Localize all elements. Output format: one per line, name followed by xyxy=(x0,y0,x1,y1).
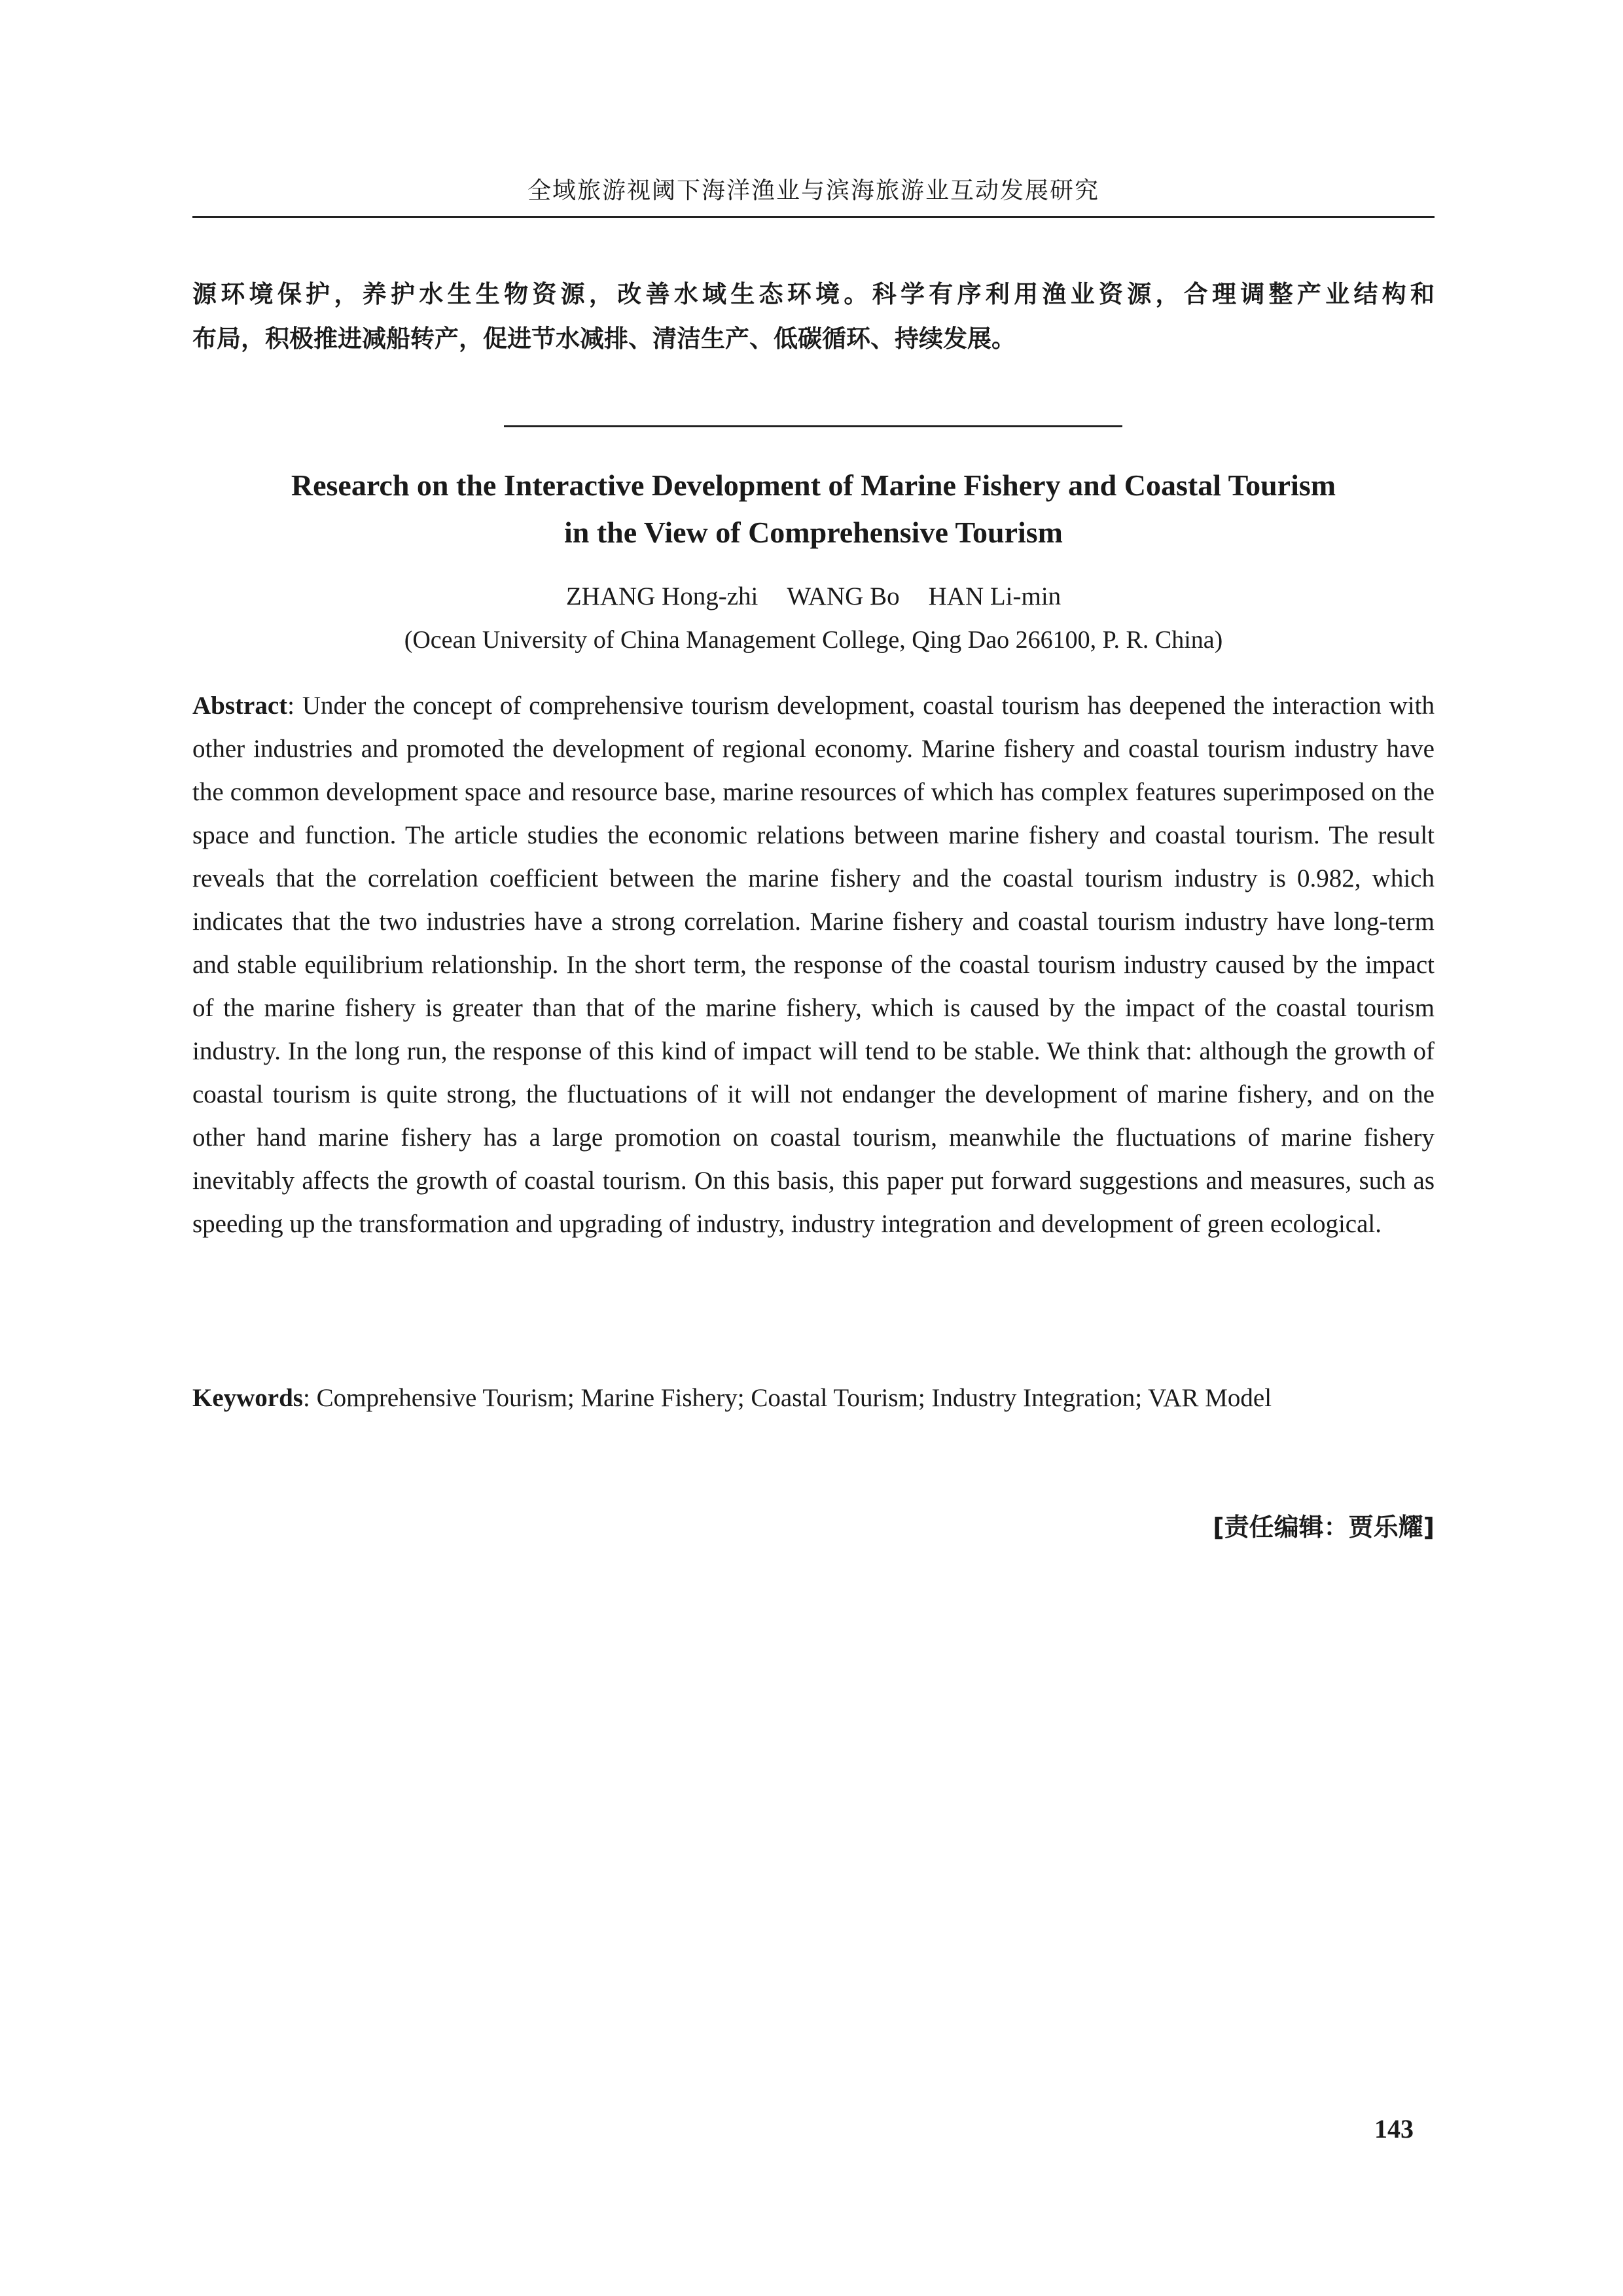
abstract xyxy=(192,684,1435,1246)
author-list xyxy=(192,577,1435,616)
section-separator xyxy=(504,425,1122,427)
chinese-paragraph-line: 源环境保护，养护水生生物资源，改善水域生态环境。科学有序利用渔业资源，合理调整产业结构和 xyxy=(192,279,1435,308)
author-name: ZHANG Hong-zhi xyxy=(565,582,758,610)
responsible-editor: [责任编辑：贾乐耀] xyxy=(1213,1513,1435,1542)
author-name: WANG Bo xyxy=(787,582,900,610)
affiliation: (Ocean University of China Management College, Qing Dao 266100, P. R. China) xyxy=(404,626,1223,654)
author-name: HAN Li-min xyxy=(928,582,1061,610)
abstract-separator: : xyxy=(287,692,302,720)
chinese-paragraph-line: 布局，积极推进减船转产，促进节水减排、清洁生产、低碳循环、持续发展。 xyxy=(192,324,1016,353)
paper-title-line: Research on the Interactive Development of Marine Fishery and Coastal Tourism xyxy=(291,468,1336,502)
page-number: 143 xyxy=(1374,2114,1414,2144)
keywords-label: Keywords xyxy=(192,1384,303,1412)
chinese-paragraph xyxy=(192,272,1435,361)
paper-title-line: in the View of Comprehensive Tourism xyxy=(563,516,1063,549)
keywords xyxy=(192,1377,1435,1420)
paper-title xyxy=(192,462,1435,556)
keywords-text: Comprehensive Tourism; Marine Fishery; Coastal Tourism; Industry Integration; VAR Model xyxy=(316,1384,1272,1412)
header-rule xyxy=(192,216,1435,218)
keywords-separator: : xyxy=(303,1384,317,1412)
abstract-text: Under the concept of comprehensive tourism development, coastal tourism has deepened the interaction with other industries and promoted the development of regional economy. Marine fishery and coastal tourism industry have the common development space and resource base, marine resources of which has complex features superimposed on the space and function. The article studies the economic relations between marine fishery and coastal tourism. The result reveals that the correlation coefficient between the marine fishery and the coastal tourism industry is 0.982, which indicates that the two industries have a strong correlation. Marine fishery and coastal tourism industry have long-term and stable equilibrium relationship. In the short term, the response of the coastal tourism industry caused by the impact of the marine fishery is greater than that of the marine fishery, which is caused by the impact of the coastal tourism industry. In the long run, the response of this kind of impact will tend to be stable. We think that: although the growth of coastal tourism is quite strong, the fluctuations of it will not endanger the development of marine fishery, and on the other hand marine fishery has a large promotion on coastal tourism, meanwhile the fluctuations of marine fishery inevitably affects the growth of coastal tourism. On this basis, this paper put forward suggestions and measures, such as speeding up the transformation and upgrading of industry, industry integration and development of green ecological. xyxy=(192,692,1435,1238)
running-header: 全域旅游视阈下海洋渔业与滨海旅游业互动发展研究 xyxy=(527,177,1099,204)
abstract-label: Abstract xyxy=(192,692,288,720)
